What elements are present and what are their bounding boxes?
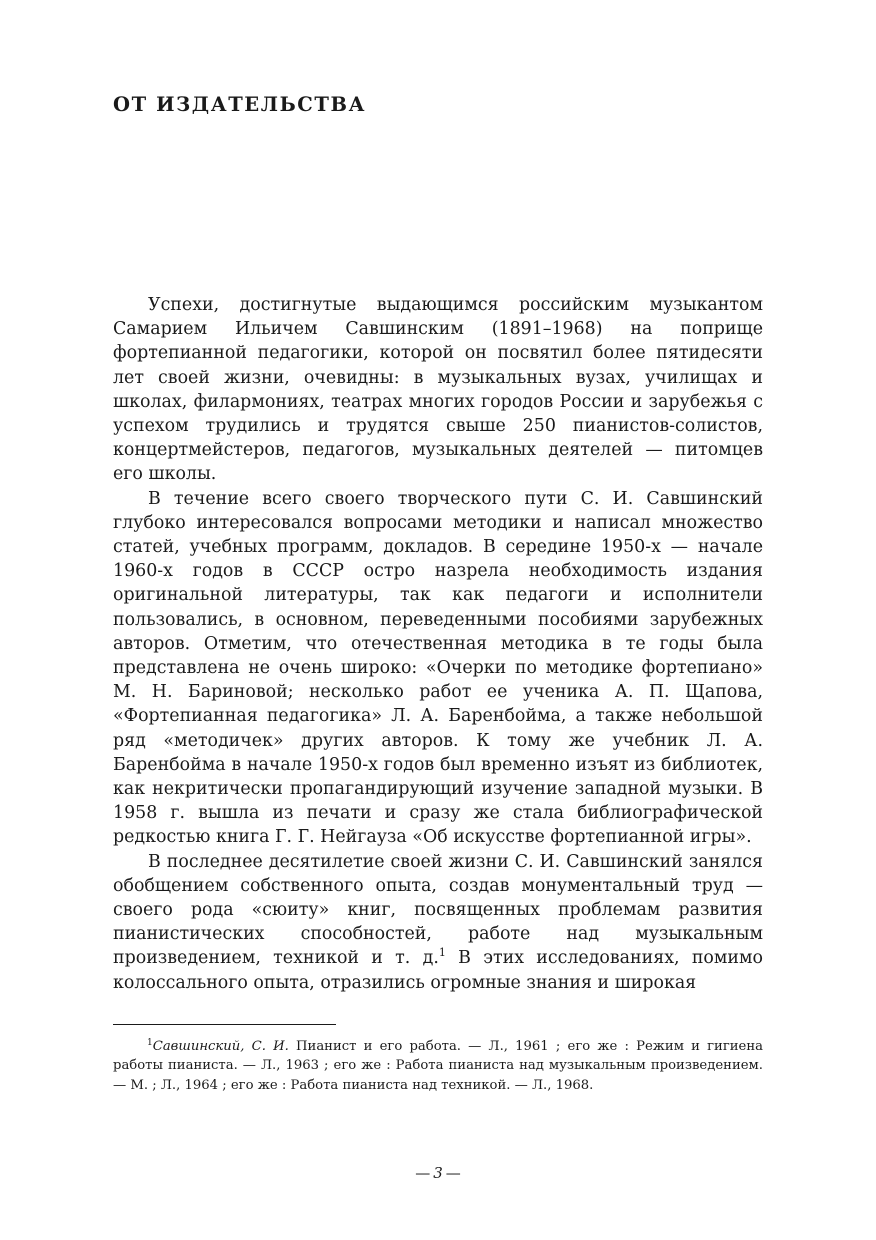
main-text	[113, 293, 763, 995]
footnote-divider	[113, 1024, 336, 1025]
paragraph-3-text-continued: В этих исследованиях, помимо колоссального опыта, отразились огромные знания и широкая	[113, 948, 763, 993]
footnote-mark: 1	[147, 1038, 153, 1048]
paragraph-1: Успехи, достигнутые выдающимся российским музыкантом Самарием Ильичем Савшинским (1891–1968) на поприще фортепианной педагогики, которой он посвятил более пятидесяти лет своей жизни, очевидны: в музыкальных вузах, училищах и школах, филармониях, театрах многих городов России и зарубежья с успехом трудились и трудятся свыше 250 пианистов-солистов, концертмейстеров, педагогов, музыкальных деятелей — питомцев его школы.	[113, 295, 763, 485]
page-number-dash-right: —	[445, 1164, 461, 1182]
footnote-author: Савшинский, С. И.	[152, 1039, 289, 1054]
page-number	[0, 1164, 876, 1182]
section-heading: ОТ ИЗДАТЕЛЬСТВА	[113, 93, 367, 116]
page-number-dash-left: —	[415, 1164, 431, 1182]
footnote-text: Пианист и его работа. — Л., 1961 ; его же : Режим и гигиена работы пианиста. — Л., 1963 ; его же : Работа пианиста над музыкальным произведением. — М. ; Л., 1964 ; его же : Работа пианиста над техникой. — Л., 1968.	[113, 1039, 764, 1093]
paragraph-2: В течение всего своего творческого пути С. И. Савшинский глубоко интересовался вопросами методики и написал множество статей, учебных программ, докладов. В середине 1950-х — начале 1960-х годов в СССР остро назрела необходимость издания оригинальной литературы, так как педагоги и исполнители пользовались, в основном, переведенными пособиями зарубежных авторов. Отметим, что отечественная методика в те годы была представлена не очень широко: «Очерки по методике фортепиано» М. Н. Бариновой; несколько работ ее ученика А. П. Щапова, «Фортепианная педагогика» Л. А. Баренбойма, а также небольшой ряд «методичек» других авторов. К тому же учебник Л. А. Баренбойма в начале 1950-х годов был временно изъят из библиотек, как некритически пропагандирующий изучение западной музыки. В 1958 г. вышла из печати и сразу же стала библиографической редкостью книга Г. Г. Нейгауза «Об искусстве фортепианной игры».	[113, 488, 763, 848]
page-number-value: 3	[433, 1164, 443, 1182]
footnote-reference: 1	[438, 946, 446, 960]
paragraph-3-text: В последнее десятилетие своей жизни С. И. Савшинский занялся обобщением собственного опыта, создав монументальный труд — своего рода «сюиту» книг, посвященных проблемам развития пианистических способностей, работе над музыкальным произведением, техникой и т. д.	[113, 851, 763, 969]
footnote	[113, 1037, 763, 1095]
paragraph-3	[113, 850, 763, 995]
